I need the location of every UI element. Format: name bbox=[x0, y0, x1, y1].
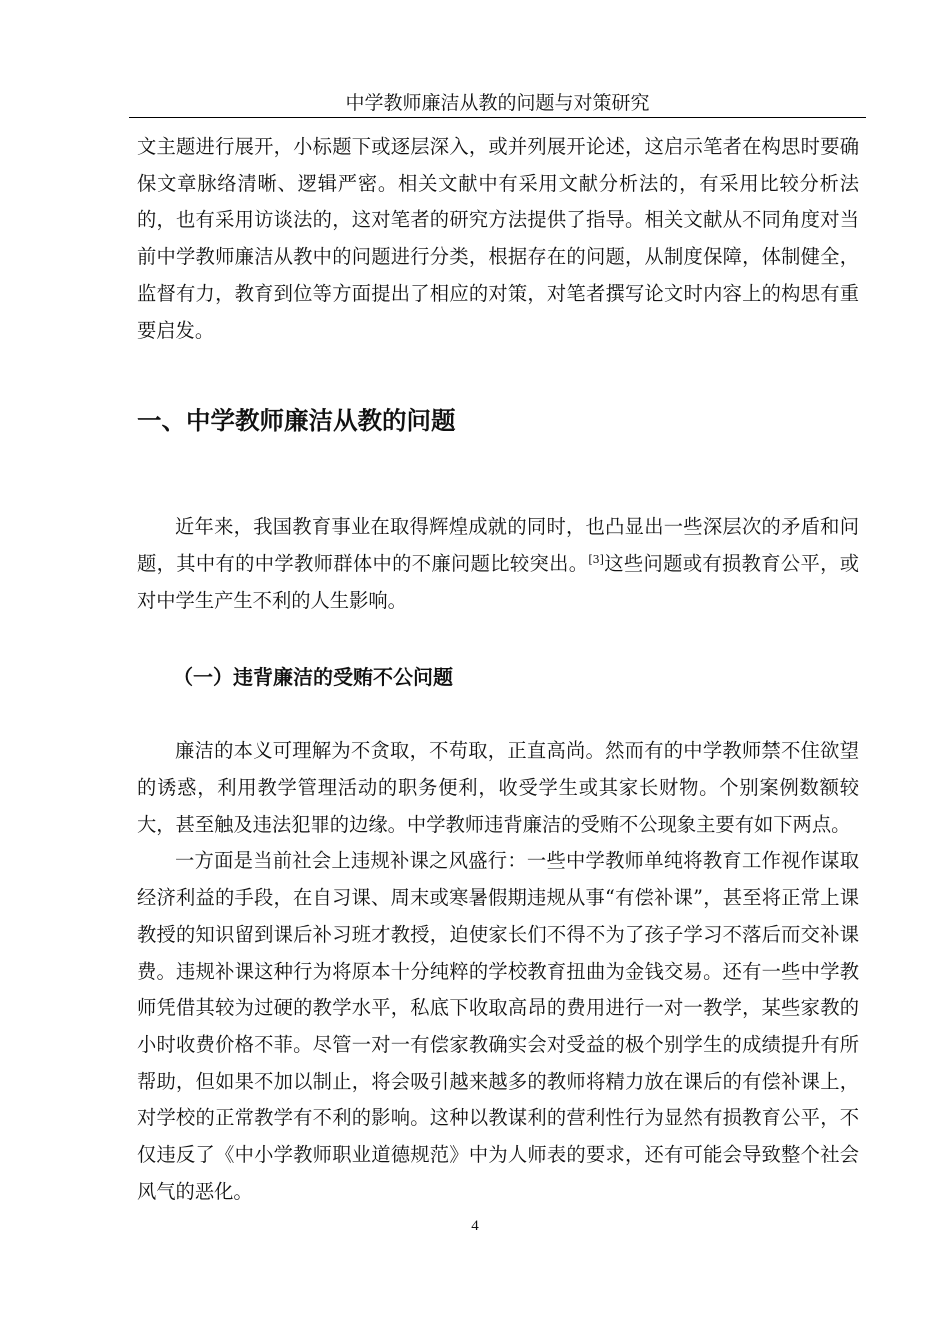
subsection-heading: （一）违背廉洁的受贿不公问题 bbox=[173, 665, 453, 690]
section-heading: 一、中学教师廉洁从教的问题 bbox=[137, 406, 456, 436]
section-intro-text-before: 近年来，我国教育事业在取得辉煌成就的同时，也凸显出一些深层次的矛盾和问题，其中有的中学教师群体中的不廉问题比较突出。 bbox=[137, 515, 859, 575]
page-body bbox=[137, 129, 859, 1210]
running-header: 中学教师廉洁从教的问题与对策研究 bbox=[345, 92, 650, 114]
subsection-paragraph-1: 廉洁的本义可理解为不贪取，不苟取，正直高尚。然而有的中学教师禁不住欲望的诱惑，利用教学管理活动的职务便利，收受学生或其家长财物。个别案例数额较大，甚至触及违法犯罪的边缘。中学教师违背廉洁的受贿不公现象主要有如下两点。 bbox=[137, 739, 859, 836]
header-rule bbox=[129, 117, 866, 118]
page-number: 4 bbox=[471, 1218, 479, 1234]
section-intro-text-after: 这些问题或有损教育公平，或对中学生产生不利的人生影响。 bbox=[137, 551, 860, 612]
citation-ref: [3] bbox=[588, 552, 604, 566]
intro-paragraph: 文主题进行展开，小标题下或逐层深入，或并列展开论述，这启示笔者在构思时要确保文章脉络清晰、逻辑严密。相关文献中有采用文献分析法的，有采用比较分析法的，也有采用访谈法的，这对笔者的研究方法提供了指导。相关文献从不同角度对当前中学教师廉洁从教中的问题进行分类，根据存在的问题，从制度保障，体制健全，监督有力，教育到位等方面提出了相应的对策，对笔者撰写论文时内容上的构思有重要启发。 bbox=[137, 135, 859, 342]
subsection-paragraph-2: 一方面是当前社会上违规补课之风盛行：一些中学教师单纯将教育工作视作谋取经济利益的手段，在自习课、周末或寒暑假期违规从事“有偿补课”，甚至将正常上课教授的知识留到课后补习班才教授，迫使家长们不得不为了孩子学习不落后而交补课费。违规补课这种行为将原本十分纯粹的学校教育扭曲为金钱交易。还有一些中学教师凭借其较为过硬的教学水平，私底下收取高昂的费用进行一对一教学，某些家教的小时收费价格不菲。尽管一对一有偿家教确实会对受益的极个别学生的成绩提升有所帮助，但如果不加以制止，将会吸引越来越多的教师将精力放在课后的有偿补课上，对学校的正常教学有不利的影响。这种以教谋利的营利性行为显然有损教育公平，不仅违反了《中小学教师职业道德规范》中为人师表的要求，还有可能会导致整个社会风气的恶化。 bbox=[137, 849, 859, 1203]
section-intro-paragraph bbox=[137, 509, 859, 619]
